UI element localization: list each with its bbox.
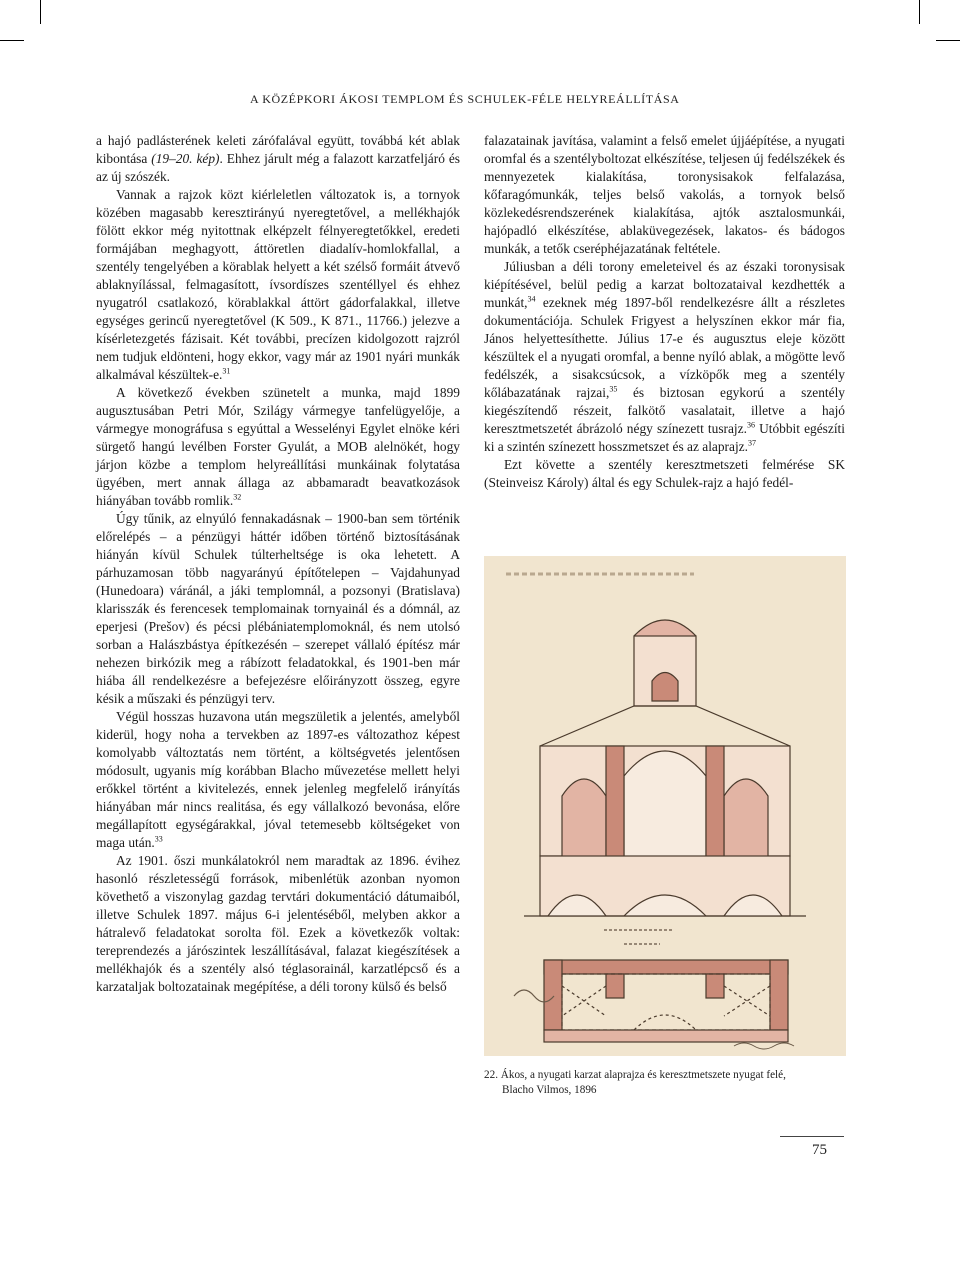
paragraph: a hajó padlásterének keleti zárófalával együtt, továbbá két ablak kibontása (19–20. kép). Ehhez járult még a falazott karzatfeljáró és az új szószék. (96, 133, 460, 184)
paragraph: A következő években szünetelt a munka, majd 1899 augusztusában Petri Mór, Szilágy vármegye tanfelügyelője, a vármegye monográfusa s egyúttal a Wesselényi Egylet elnöke kéri sürgető hangú levélben Forster Gyulát, a MOB alelnökét, hogy járjon közbe a templom helyreállítási munkáinak folytatása ügyében, mert annak állaga az abbamaradt beavatkozások hiányában tovább romlik.$^{32}$ (96, 385, 460, 508)
crop-mark-top-right-h (936, 40, 960, 41)
crop-mark-top-left-h (0, 40, 24, 41)
drawing-svg (484, 556, 846, 1056)
left-column (96, 132, 460, 996)
paragraph: Vannak a rajzok közt kiérleletlen változatok is, a tornyok közében magasabb keresztirányú nyeregtetővel, a mellékhajók fölött ekkor még nyitottnak elképzelt félnyeregtetőkkel, eredeti formájában meghagyott, áttöretlen diadalív-homlokfallal, a szentély tengelyében a körablak helyett a két szélső formáit átvevő ablaknyílással, felmagasított, ívsordíszes szentéllyel és ehhez nyugatról csatlakozó, körablakkal áttört gádorfalakkal, illetve egységes gerincű nyeregtetővel (K 509., K 871., 11766.) jelezve a kísérletezgetés fázisait. Két további, precízen kidolgozott rajzról nem tudjuk eldönteni, hogy ekkor, vagy már az 1901 nyári munkák alkalmával készültek-e.$^{31}$ (96, 187, 460, 382)
architectural-drawing-figure (484, 556, 846, 1056)
footnote-ref: 34 (527, 294, 536, 304)
paragraph: Végül hosszas huzavona után megszületik a jelentés, amelyből kiderül, hogy noha a tervekben az 1897-es változathoz képest komolyabb változtatás nem történt, a költségvetés jelentősen módosult, ugyanis míg korábban Blacho művezetése mellett helyi erőkkel történt a kivitelezés, ennek jelenleg megfelelő irányítás hiányában már nincs realitása, és egy vállalkozó bevonása, előre megállapított egységárakkal, jóval tetemesebb költségeket von maga után.$^{33}$ (96, 709, 460, 850)
footnote-ref: 33 (154, 834, 163, 844)
page-number: 75 (812, 1142, 827, 1158)
running-head: A KÖZÉPKORI ÁKOSI TEMPLOM ÉS SCHULEK-FÉLE HELYREÁLLÍTÁSA (250, 92, 680, 106)
paragraph: Ezt követte a szentély keresztmetszeti felmérése SK (Steinveisz Károly) által és egy Schulek-rajz a hajó fedél- (484, 457, 845, 490)
figure-caption (484, 1068, 846, 1098)
caption-line: Blacho Vilmos, 1896 (502, 1084, 597, 1096)
paragraph: Az 1901. őszi munkálatokról nem maradtak az 1896. évihez hasonló részletességű források, mibenlétük azonban nyomon követhető a viszonylag gazdag tervtári dokumentáció dátumaiból, illetve Schulek 1897. május 6-i jelentéséből, melyben akkor a hátralevő feladatokat sorolta föl. Ezek a következők voltak: tereprendezés a járószintek leszállításával, falazat kiegészítések a mellékhajók és a szentély alsó téglasorainál, karzatlépcső és a karzataljak boltozatainak megépítése, a déli torony külső és belső (96, 853, 460, 994)
footnote-ref: 37 (747, 438, 756, 448)
footnote-ref: 35 (609, 384, 618, 394)
paragraph: Úgy tűnik, az elnyúló fennakadásnak – 1900-ban sem történik előrelépés – a pénzügyi háttér időben történő biztosításának hiányán kívül Schulek túlterheltsége is oka lehetett. A párhuzamosan több nagyarányú építőtelepen – Vajdahunyad (Hunedoara) váránál, a jáki templomnál, a pozsonyi (Bratislava) klarisszák és ferencesek templomainak tornyainál és a dómnál, az eperjesi (Prešov) és pécsi plébániatemplomoknál, és nem utolsó sorban a Halászbástya építkezésén – szerepet vállaló építész már nehezen birkózik meg a rábízott feladatokkal, és 1901-ben már hiába áll rendelkezésre a befejezésre előirányzott összeg, egyre késik a műszaki és pénzügyi terv. (96, 511, 460, 706)
crop-mark-top-right-v (919, 0, 920, 24)
right-column (484, 132, 845, 492)
paragraph: Júliusban a déli torony emeleteivel és az északi toronysisak kiépítésével, belül pedig a karzat boltozataival kezdhették a munkát,$^{34}$ ezeknek még 1897-ből rendelkezésre állt a részletes dokumentációja. Schulek Frigyest a helyszínen ekkor már fia, János helyettesíthette. Július 17-e és augusztus eleje között készültek el a nyugati oromfal, a benne nyíló ablak, a mögötte levő fedélszék, a sisakcsúcsok, a vízköpők meg a szentély kőlábazatának rajzai,$^{35}$ és biztosan egykorú a szentély kiegészítendő részeit, falkötő vasalatait, illetve a hajó keresztmetszetét ábrázoló négy színezett tusrajz.$^{36}$ Utóbbit egészíti ki a szintén színezett hosszmetszet és az alaprajz.$^{37}$ (484, 259, 845, 454)
footnote-ref: 36 (746, 420, 755, 430)
footnote-ref: 32 (233, 492, 242, 502)
footnote-ref: 31 (222, 366, 231, 376)
figure-reference: (19–20. kép) (151, 151, 220, 166)
caption-line: 22. Ákos, a nyugati karzat alaprajza és keresztmetszete nyugat felé, (484, 1069, 786, 1081)
crop-mark-top-left-v (40, 0, 41, 24)
paragraph: falazatainak javítása, valamint a felső emelet újjáépítése, a nyugati oromfal és a szentélyboltozat elkészítése, teljesen új fedélszékek és mennyezetek kialakítása, toronysisakok felfalazása, kőfaragómunkák, teljes belső vakolás, a tornyok belső közlekedésrendszerének kialakítása, ajtók asztalosmunkái, hajópadló elkészítése, ablaküvegezések, lakatos- és bádogos munkák, a tetők cseréphéjazatának feltétele. (484, 133, 845, 256)
page-number-rule (780, 1136, 844, 1137)
